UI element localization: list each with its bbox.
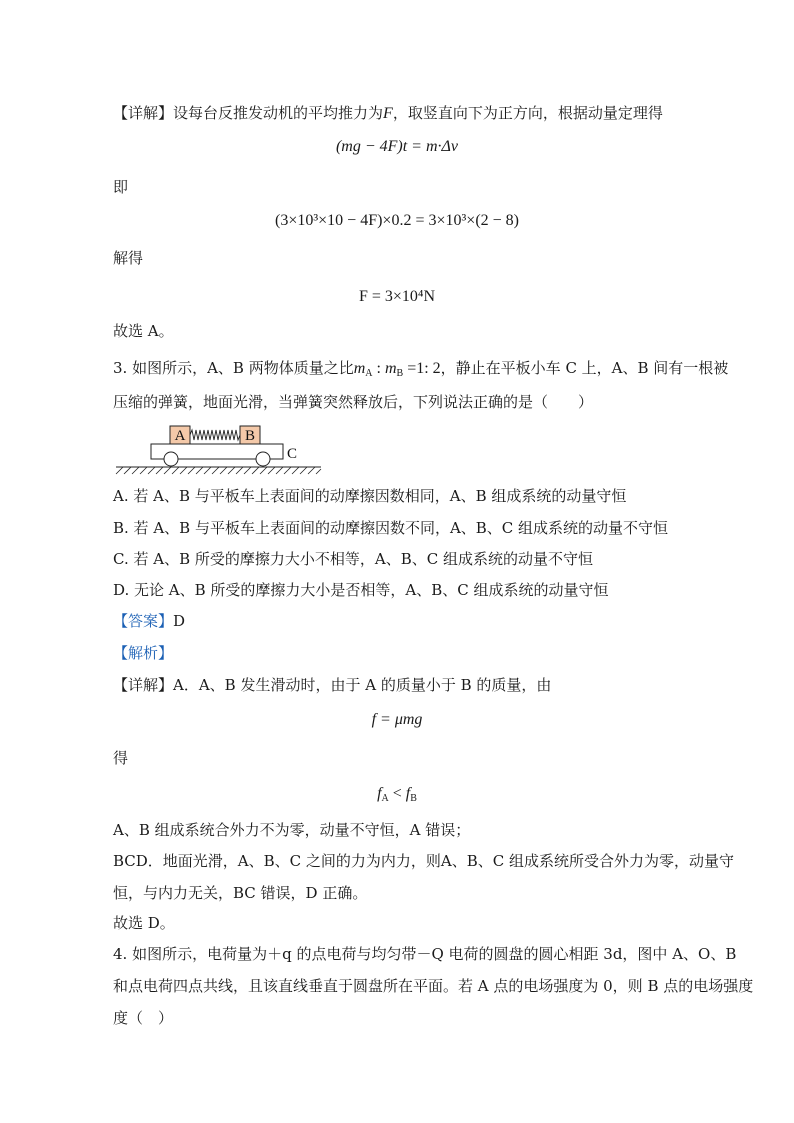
ji-label: 即 [113,178,129,196]
q4-stem-line2: 和点电荷四点共线，且该直线垂直于圆盘所在平面。若 A 点的电场强度为 0，则 B 点的电场强度 [113,977,754,995]
mass-ratio-m-b: m [384,360,397,377]
jiede-label: 解得 [113,249,144,267]
detail-text2: ，取竖直向下为正方向，根据动量定理得 [392,104,663,122]
detail-paragraph [113,103,663,124]
equation-substitution: (3×10³×10 − 4F)×0.2 = 3×10³×(2 − 8) [275,212,519,229]
q3-stem-line1 [113,358,728,384]
option-b: B. 若 A、B 与平板车上表面间的动摩擦因数不同，A、B、C 组成系统的动量不守恒 [113,519,669,537]
eq-fa: f [377,785,382,802]
q3-line-ab: A、B 组成系统合外力不为零，动量不守恒，A 错误； [113,821,471,839]
option-a: A. 若 A、B 与平板车上表面间的动摩擦因数相同，A、B 组成系统的动量守恒 [113,487,627,505]
q3-conclusion: 故选 D。 [113,914,175,932]
block-a-label: A [174,428,186,444]
mass-ratio [354,360,441,377]
de-label: 得 [113,749,129,767]
eq-lt: < [388,785,406,802]
ground-hatching [116,467,321,474]
mass-ratio-colon: : [372,360,385,377]
cart-label-c: C [287,446,298,462]
eq-fb: f [405,785,411,802]
answer-value: D [173,612,186,630]
spring [190,430,240,440]
analysis-tag: 【解析】 [113,644,174,662]
q3-stem-text-a: 3. 如图所示，A、B 两物体质量之比 [113,359,354,377]
cart-wheel-left [164,452,178,466]
detail-text: 设每台反推发动机的平均推力为 [173,104,384,122]
answer-tag: 【答案】 [113,612,174,630]
q3-detail-text: A．A、B 发生滑动时，由于 A 的质量小于 B 的质量，由 [173,676,552,694]
intro-conclusion: 故选 A。 [113,322,174,340]
q4-stem-line1: 4. 如图所示，电荷量为＋q 的点电荷与均匀带－Q 电荷的圆盘的圆心相距 3d，图中 A、O、B [113,945,737,963]
option-d: D. 无论 A、B 所受的摩擦力大小是否相等，A、B、C 组成系统的动量守恒 [113,581,609,599]
q3-detail-line [113,675,551,695]
mass-ratio-value: =1: 2 [403,360,441,377]
mass-ratio-m-a: m [353,360,366,377]
detail-var: F [383,105,393,122]
answer-line [113,611,185,631]
eq-fa-sub: A [381,793,389,804]
cart-wheel-right [256,452,270,466]
equation-friction: f = μmg [371,711,423,728]
q3-line-bcd2: 恒，与内力无关，BC 错误，D 正确。 [113,884,368,902]
q4-stem-line3: 度（ ） [113,1009,174,1027]
equation-result: F = 3×10⁴N [358,288,436,305]
q3-line-bcd1: BCD．地面光滑，A、B、C 之间的力为内力，则A、B、C 组成系统所受合外力为零，动量守 [113,852,735,870]
eq-fb-sub: B [410,793,417,804]
mass-ratio-sub-a: A [365,368,373,379]
block-b-label: B [244,428,256,444]
q3-stem-text-b: ，静止在平板小车 C 上，A、B 间有一根被 [440,359,729,377]
mass-ratio-sub-b: B [396,368,404,379]
detail-tag: 【详解】 [113,104,174,122]
q3-detail-tag: 【详解】 [113,676,174,694]
equation-momentum-theorem: (mg − 4F)t = m·Δv [335,138,459,155]
cart-spring-figure [113,424,323,476]
equation-friction-compare [0,784,794,809]
q3-stem-line2: 压缩的弹簧，地面光滑，当弹簧突然释放后，下列说法正确的是（ ） [113,393,594,411]
option-c: C. 若 A、B 所受的摩擦力大小不相等，A、B、C 组成系统的动量不守恒 [113,550,593,568]
